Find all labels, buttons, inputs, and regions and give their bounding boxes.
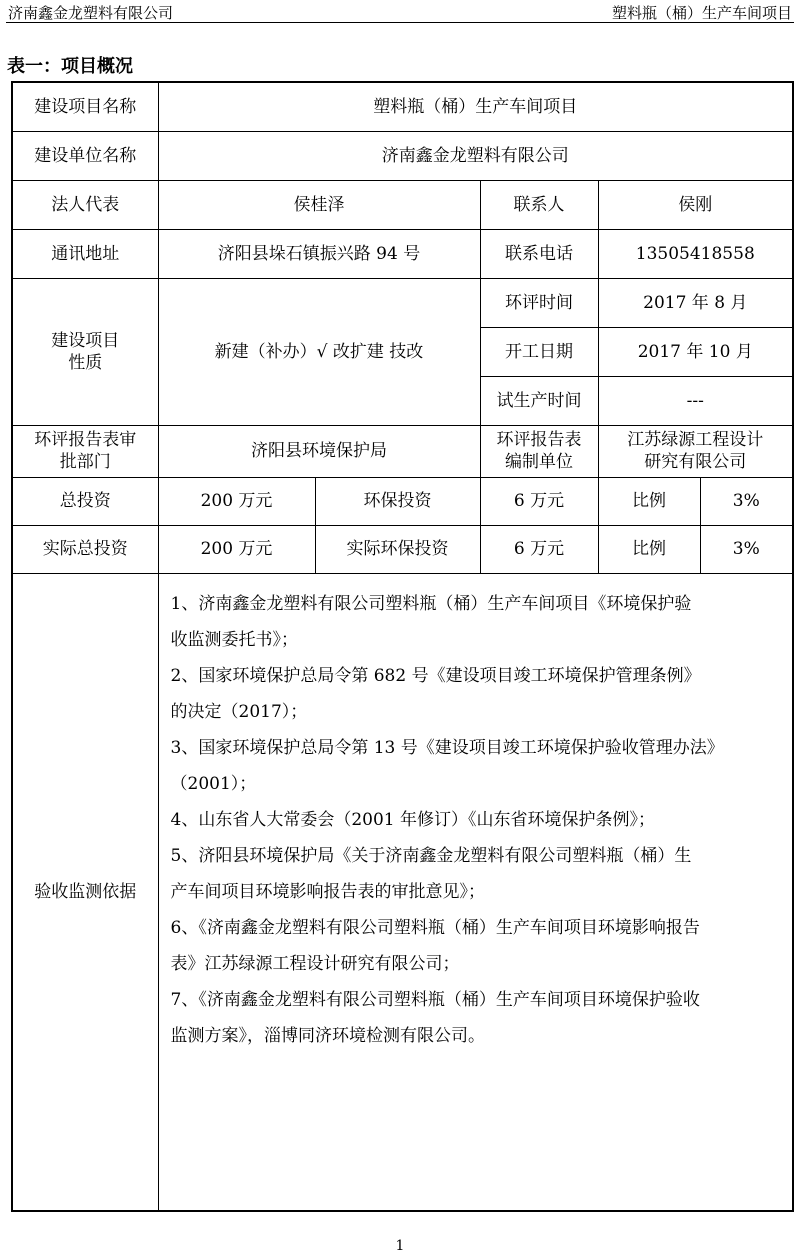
basis-item-line: 6、《济南鑫金龙塑料有限公司塑料瓶（桶）生产车间项目环境影响报告	[170, 917, 700, 938]
label-compiler-line1: 环评报告表	[496, 430, 582, 450]
label-start-date: 开工日期	[480, 327, 598, 376]
value-project-name: 塑料瓶（桶）生产车间项目	[158, 82, 793, 131]
basis-item-line: 2、国家环境保护总局令第 682 号《建设项目竣工环境保护管理条例》	[170, 665, 701, 686]
value-compiler	[598, 425, 793, 477]
value-legal-rep: 侯桂泽	[158, 180, 480, 229]
value-total-investment: 200 万元	[158, 477, 315, 525]
row-legal-rep	[12, 180, 793, 229]
value-approval: 济阳县环境保护局	[158, 425, 480, 477]
value-nature: 新建（补办）√ 改扩建 技改	[158, 278, 480, 425]
header-company: 济南鑫金龙塑料有限公司	[8, 4, 174, 22]
basis-item-line: 产车间项目环境影响报告表的审批意见》；	[170, 881, 485, 902]
row-company	[12, 131, 793, 180]
row-actual-investment	[12, 525, 793, 573]
basis-item-line: （2001）；	[170, 773, 257, 794]
label-eia-time: 环评时间	[480, 278, 598, 327]
basis-item-line: 7、《济南鑫金龙塑料有限公司塑料瓶（桶）生产车间项目环境保护验收	[170, 989, 700, 1010]
label-contact: 联系人	[480, 180, 598, 229]
page-number: 1	[395, 1238, 405, 1254]
basis-item	[171, 658, 781, 730]
label-ratio: 比例	[598, 477, 700, 525]
basis-item	[171, 910, 781, 982]
basis-item-line: 4、山东省人大常委会（2001 年修订）《山东省环境保护条例》；	[170, 809, 655, 830]
label-phone: 联系电话	[480, 229, 598, 278]
value-address: 济阳县垛石镇振兴路 94 号	[158, 229, 480, 278]
value-phone: 13505418558	[598, 229, 793, 278]
label-env-investment: 环保投资	[315, 477, 480, 525]
label-compiler-line2: 编制单位	[505, 452, 573, 472]
basis-item-line: 表》江苏绿源工程设计研究有限公司；	[170, 953, 460, 974]
label-actual-env-investment: 实际环保投资	[315, 525, 480, 573]
value-actual-total-investment: 200 万元	[158, 525, 315, 573]
basis-item-line: 1、济南鑫金龙塑料有限公司塑料瓶（桶）生产车间项目《环境保护验	[170, 593, 692, 614]
label-basis: 验收监测依据	[12, 573, 158, 1211]
basis-content	[158, 573, 793, 1211]
value-env-investment: 6 万元	[480, 477, 598, 525]
row-investment	[12, 477, 793, 525]
label-nature-line2: 性质	[68, 352, 103, 373]
value-actual-env-investment: 6 万元	[480, 525, 598, 573]
label-approval-line2: 批部门	[59, 452, 111, 472]
label-project-name: 建设项目名称	[12, 82, 158, 131]
basis-item-line: 5、济阳县环境保护局《关于济南鑫金龙塑料有限公司塑料瓶（桶）生	[170, 845, 692, 866]
basis-item	[171, 586, 781, 658]
value-actual-ratio: 3%	[700, 525, 793, 573]
row-basis	[12, 573, 793, 1211]
label-address: 通讯地址	[12, 229, 158, 278]
label-trial-production: 试生产时间	[480, 376, 598, 425]
row-project-name	[12, 82, 793, 131]
value-start-date: 2017 年 10 月	[598, 327, 793, 376]
header-divider	[6, 22, 794, 23]
project-overview-table	[11, 81, 794, 1212]
basis-item	[171, 982, 781, 1054]
row-approval	[12, 425, 793, 477]
label-nature-line1: 建设项目	[51, 330, 120, 351]
label-approval-line1: 环评报告表审	[34, 430, 137, 450]
value-eia-time: 2017 年 8 月	[598, 278, 793, 327]
basis-item-line: 的决定（2017）；	[170, 701, 308, 722]
header-project: 塑料瓶（桶）生产车间项目	[611, 4, 792, 22]
basis-item-line: 3、国家环境保护总局令第 13 号《建设项目竣工环境保护验收管理办法》	[170, 737, 724, 758]
table-title: 表一：项目概况	[7, 56, 133, 77]
value-ratio: 3%	[700, 477, 793, 525]
label-legal-rep: 法人代表	[12, 180, 158, 229]
value-contact: 侯刚	[598, 180, 793, 229]
value-compiler-line2: 研究有限公司	[644, 452, 747, 472]
basis-item	[171, 802, 781, 838]
label-approval	[12, 425, 158, 477]
value-compiler-line1: 江苏绿源工程设计	[627, 430, 764, 450]
row-address	[12, 229, 793, 278]
basis-item-line: 监测方案》，淄博同济环境检测有限公司。	[170, 1025, 485, 1046]
basis-item	[171, 838, 781, 910]
label-actual-ratio: 比例	[598, 525, 700, 573]
label-compiler	[480, 425, 598, 477]
value-company: 济南鑫金龙塑料有限公司	[158, 131, 793, 180]
row-nature-1	[12, 278, 793, 327]
value-trial-production: ---	[598, 376, 793, 425]
label-total-investment: 总投资	[12, 477, 158, 525]
basis-item-line: 收监测委托书》；	[170, 629, 298, 650]
basis-item	[171, 730, 781, 802]
label-company: 建设单位名称	[12, 131, 158, 180]
label-nature	[12, 278, 158, 425]
label-actual-total-investment: 实际总投资	[12, 525, 158, 573]
